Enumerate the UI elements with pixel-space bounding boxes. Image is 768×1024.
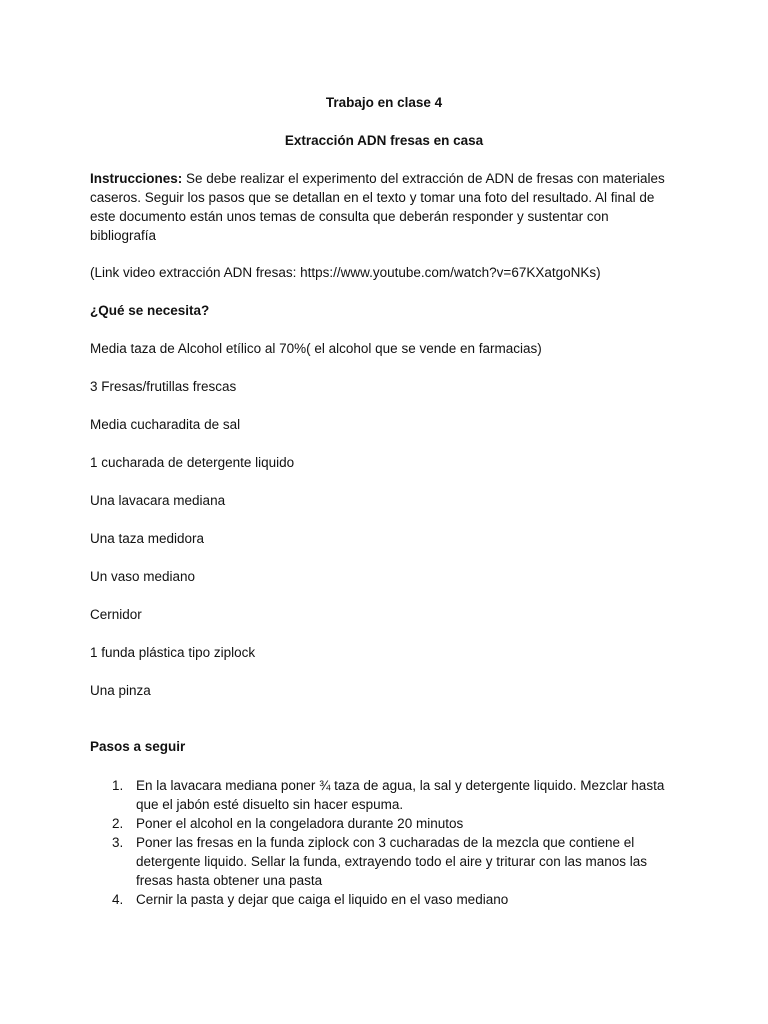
steps-heading: Pasos a seguir [90, 739, 186, 754]
material-item: Media taza de Alcohol etílico al 70%( el alcohol que se vende en farmacias) [90, 341, 542, 356]
material-item: Cernidor [90, 607, 142, 622]
instructions-paragraph [90, 169, 675, 245]
needs-heading: ¿Qué se necesita? [90, 303, 210, 318]
step-text: Poner el alcohol en la congeladora durante 20 minutos [136, 816, 464, 831]
step-item [90, 814, 680, 833]
document-title: Trabajo en clase 4 [325, 95, 443, 110]
step-number: 3. [112, 835, 124, 850]
instructions-text: Se debe realizar el experimento del extracción de ADN de fresas con materiales caseros. Seguir los pasos que se detallan en el texto y tomar una foto del resultado. Al final de este documento están unos temas de consulta que deberán responder y sustentar con bibliografía [90, 171, 665, 243]
material-item: Una taza medidora [90, 531, 205, 546]
step-item [90, 833, 680, 890]
step-text: Poner las fresas en la funda ziplock con 3 cucharadas de la mezcla que contiene el detergente liquido. Sellar la funda, extrayendo todo el aire y triturar con las manos las fresas hasta obtener una pasta [136, 835, 648, 888]
step-item [90, 776, 680, 814]
material-item: 3 Fresas/frutillas frescas [90, 379, 237, 394]
step-number: 1. [112, 778, 124, 793]
step-text: Cernir la pasta y dejar que caiga el liquido en el vaso mediano [136, 892, 509, 907]
video-link-text: (Link video extracción ADN fresas: https://www.youtube.com/watch?v=67KXatgoNKs) [90, 265, 601, 280]
step-text: En la lavacara mediana poner ¾ taza de agua, la sal y detergente liquido. Mezclar hasta que el jabón esté disuelto sin hacer espuma. [136, 778, 665, 812]
material-item: 1 cucharada de detergente liquido [90, 455, 295, 470]
step-number: 4. [112, 892, 124, 907]
material-item: Media cucharadita de sal [90, 417, 241, 432]
instructions-label: Instrucciones: [90, 171, 183, 186]
step-number: 2. [112, 816, 124, 831]
material-item: Una lavacara mediana [90, 493, 226, 508]
steps-list [90, 776, 680, 909]
material-item: 1 funda plástica tipo ziplock [90, 645, 256, 660]
document-subtitle: Extracción ADN fresas en casa [284, 133, 484, 148]
material-item: Un vaso mediano [90, 569, 196, 584]
material-item: Una pinza [90, 683, 151, 698]
step-item [90, 890, 680, 909]
